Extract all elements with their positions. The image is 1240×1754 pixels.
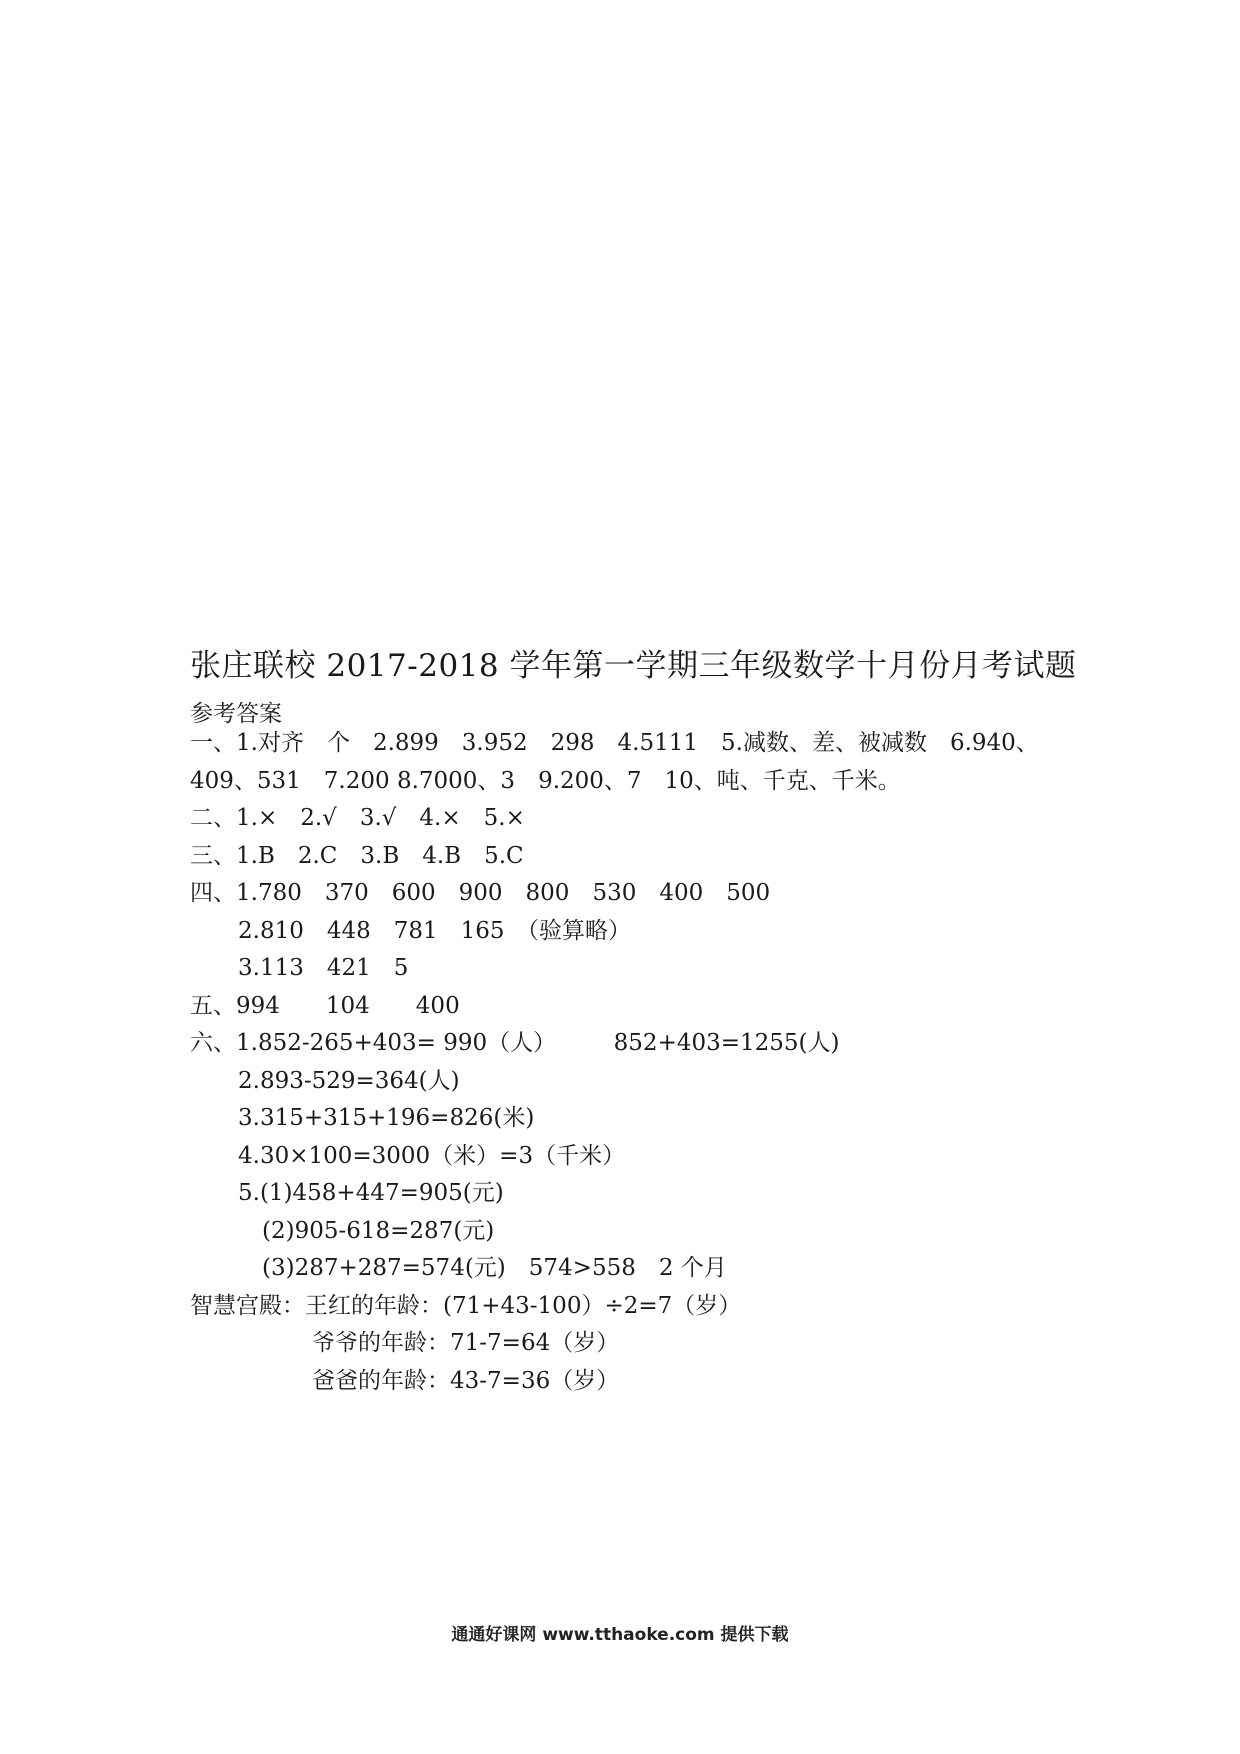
answer-line-15: (3)287+287=574(元) 574>558 2 个月	[262, 1255, 727, 1281]
document-title: 张庄联校 2017-2018 学年第一学期三年级数学十月份月考试题	[190, 648, 1077, 684]
answer-line-7: 3.113 421 5	[238, 955, 409, 981]
answer-line-2: 409、531 7.200 8.7000、3 9.200、7 10、吨、千克、千米。	[190, 768, 901, 794]
answer-line-16: 智慧宫殿：王红的年龄：(71+43-100）÷2=7（岁）	[190, 1293, 742, 1319]
answer-line-13: 5.(1)458+447=905(元)	[238, 1180, 504, 1206]
answer-line-11: 3.315+315+196=826(米)	[238, 1105, 535, 1131]
answer-key-heading: 参考答案	[190, 701, 282, 727]
answer-line-1: 一、1.对齐 个 2.899 3.952 298 4.5111 5.减数、差、被减数 6.940、	[190, 730, 1039, 756]
answer-line-4: 三、1.B 2.C 3.B 4.B 5.C	[190, 843, 524, 869]
answer-line-8: 五、994 104 400	[190, 993, 460, 1019]
download-footer: 通通好课网 www.tthaoke.com 提供下载	[451, 1625, 789, 1645]
answer-line-9: 六、1.852-265+403= 990（人） 852+403=1255(人)	[190, 1030, 840, 1056]
answer-line-6: 2.810 448 781 165 （验算略）	[238, 918, 632, 944]
answer-line-10: 2.893-529=364(人)	[238, 1068, 460, 1094]
answer-line-18: 爸爸的年龄：43-7=36（岁）	[312, 1368, 620, 1394]
answer-line-3: 二、1.× 2.√ 3.√ 4.× 5.×	[190, 805, 525, 831]
answer-line-12: 4.30×100=3000（米）=3（千米）	[238, 1143, 626, 1169]
answer-line-17: 爷爷的年龄：71-7=64（岁）	[312, 1330, 620, 1356]
answer-line-14: (2)905-618=287(元)	[262, 1218, 495, 1244]
answer-line-5: 四、1.780 370 600 900 800 530 400 500	[190, 880, 771, 906]
